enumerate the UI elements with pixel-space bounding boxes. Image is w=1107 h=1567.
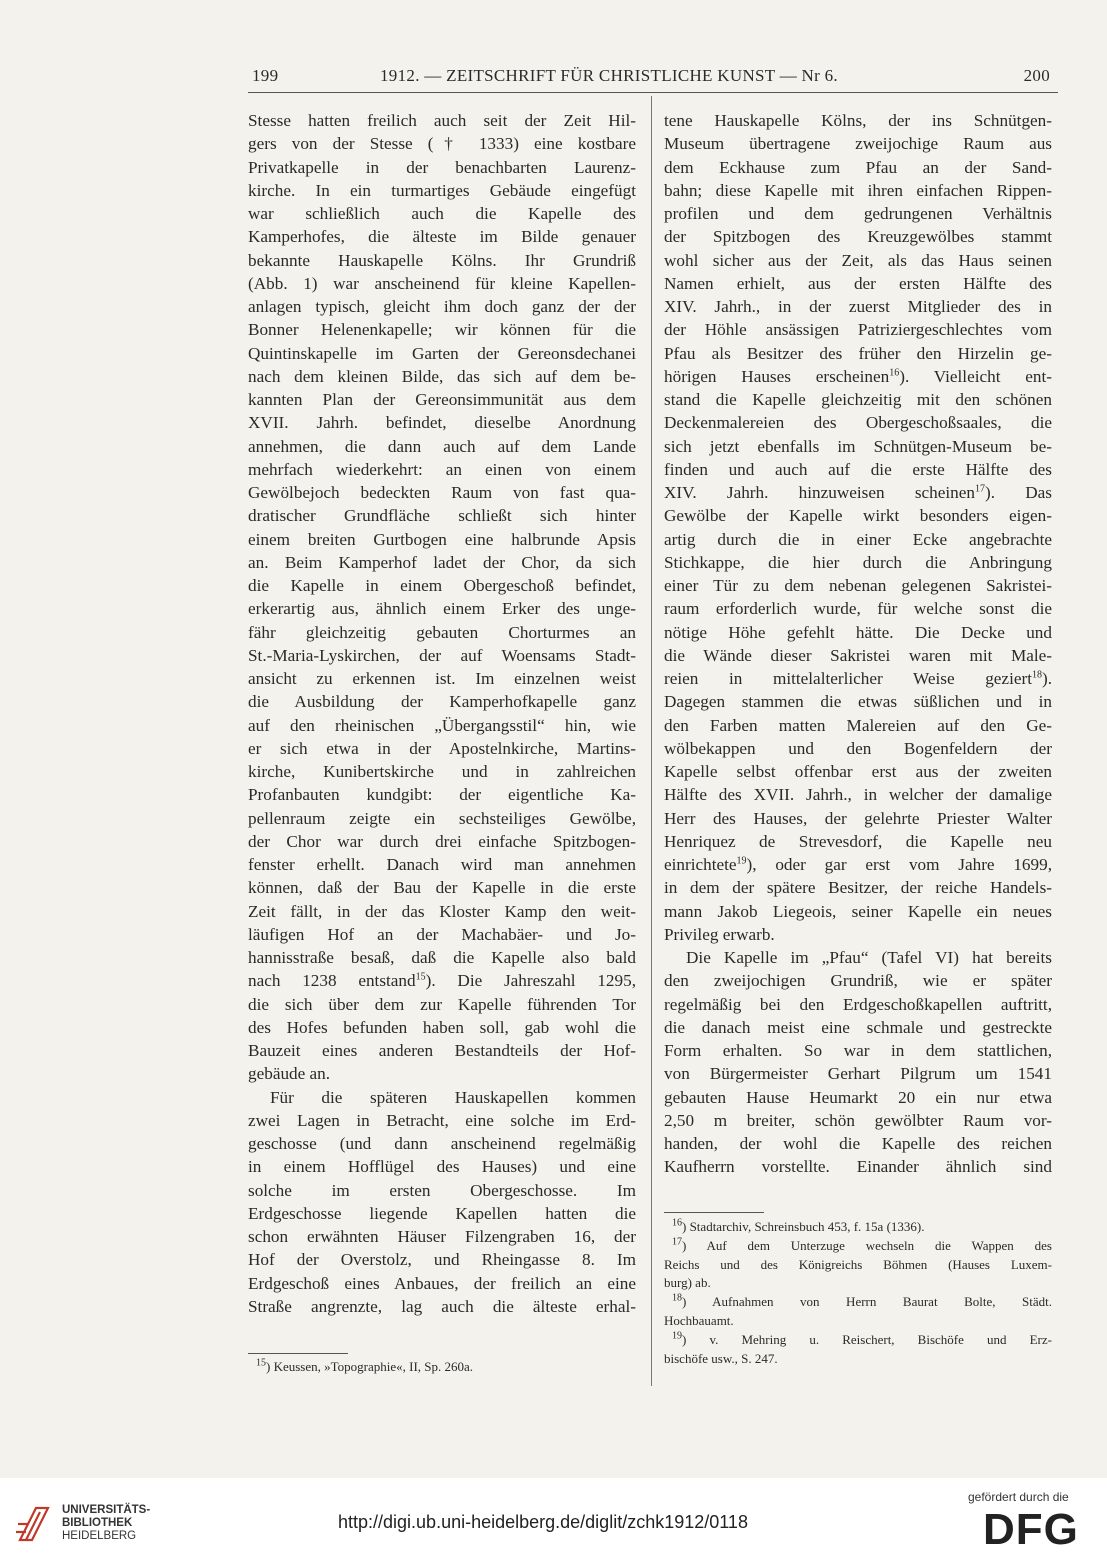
text-fragment: nach 1238 entstand: [248, 971, 416, 991]
text-line: Profanbauten kundgibt: der eigentliche Ka-: [248, 785, 636, 805]
text-line: gers von der Stesse († 1333) eine kostbare: [248, 134, 636, 154]
text-line: bekannte Hauskapelle Kölns. Ihr Grundriß: [248, 250, 636, 270]
library-name-line: HEIDELBERG: [62, 1530, 137, 1542]
text-line: Herr des Hauses, der gelehrte Priester Walter: [664, 808, 1052, 828]
text-line: Henriquez de Strevesdorf, die Kapelle neu: [664, 831, 1052, 851]
university-library-logo: [14, 1500, 54, 1546]
text-line: von Bürgermeister Gerhart Pilgrum um 1541: [664, 1064, 1052, 1084]
running-header: [248, 66, 1054, 90]
text-line: Stichkappe, die hier durch die Anbringung: [664, 552, 1052, 572]
column-divider: [651, 96, 652, 1386]
footnote-mark: 19: [672, 1330, 682, 1342]
footer-bar: [0, 1478, 1107, 1567]
text-line: Dagegen stammen die etwas süßlichen und in: [664, 692, 1052, 712]
text-line: die danach meist eine schmale und gestreckte: [664, 1017, 1052, 1037]
text-line: zwei Lagen in Betracht, eine solche im Erd-: [248, 1110, 636, 1130]
text-line: Erdgeschoß eines Anbaues, der freilich an eine: [248, 1273, 636, 1293]
text-line: sich jetzt ebenfalls im Schnütgen-Museum be-: [664, 436, 1052, 456]
footnote-rule: [664, 1212, 764, 1213]
text-fragment: XIV. Jahrh. hinzuweisen scheinen: [664, 483, 975, 502]
text-line: der Chor war durch drei einfache Spitzbogen-: [248, 831, 636, 851]
footnote-mark: 16: [672, 1217, 682, 1229]
text-line: Privileg erwarb.: [664, 924, 775, 944]
text-line: nötige Höhe gefehlt hätte. Die Decke und: [664, 622, 1052, 642]
text-line: der Spitzbogen des Kreuzgewölbes stammt: [664, 227, 1052, 247]
footnote-line: [664, 1218, 1052, 1237]
text-fragment: ). Die Jahreszahl 1295,: [425, 971, 636, 991]
text-line: Gewölbe der Kapelle wirkt besonders eigen-: [664, 506, 1052, 526]
text-line: Für die späteren Hauskapellen kommen: [270, 1087, 636, 1107]
text-line: kirche. In ein turmartiges Gebäude eingefügt: [248, 180, 636, 200]
text-line: wölbekappen und den Bogenfeldern der: [664, 738, 1052, 758]
footnote-ref: 16: [889, 367, 900, 379]
text-line: einem breiten Gurtbogen eine halbrunde Apsis: [248, 529, 636, 549]
footnote-line: bischöfe usw., S. 247.: [664, 1350, 778, 1366]
text-line: pellenraum zeigte ein sechsteiliges Gewölbe,: [248, 808, 636, 828]
footnote-line: burg) ab.: [664, 1275, 711, 1291]
text-line: der Höhle ansässigen Patriziergeschlechtes vom: [664, 320, 1052, 340]
left-column: [248, 109, 636, 1318]
text-line: den Farben matten Malereien auf den Ge-: [664, 715, 1052, 735]
text-line: [664, 481, 1052, 504]
journal-title: 1912. — ZEITSCHRIFT FÜR CHRISTLICHE KUNST — Nr 6.: [380, 66, 838, 85]
text-line: wohl sicher aus der Zeit, als das Haus seinen: [664, 250, 1052, 270]
text-line: gebauten Hause Heumarkt 20 ein nur etwa: [664, 1087, 1052, 1107]
header-rule: [248, 92, 1058, 93]
text-line: Hälfte des XVII. Jahrh., in welcher der damalige: [664, 785, 1052, 805]
left-footnote: [256, 1358, 624, 1377]
text-line: erkerartig aus, ähnlich einem Erker des unge-: [248, 599, 636, 619]
text-line: die Ausbildung der Kamperhofkapelle ganz: [248, 692, 636, 712]
text-line: Kamperhofes, die älteste im Bilde genauer: [248, 227, 636, 247]
footnote-ref: 15: [415, 971, 426, 983]
text-line: Erdgeschosse liegende Kapellen hatten die: [248, 1203, 636, 1223]
footnote-line: [664, 1293, 1052, 1312]
text-fragment: hörigen Hauses erscheinen: [664, 366, 890, 386]
text-line: ansicht zu erkennen ist. Im einzelnen weist: [248, 669, 636, 688]
library-name-line: UNIVERSITÄTS-: [62, 1504, 151, 1516]
footnote-mark: 15: [256, 1357, 266, 1369]
footnote-text: ) Keussen, »Topographie«, II, Sp. 260a.: [266, 1359, 474, 1374]
footnote-line: Hochbauamt.: [664, 1312, 734, 1328]
text-line: (Abb. 1) war anscheinend für kleine Kapellen-: [248, 273, 636, 293]
text-line: handen, der wohl die Kapelle des reichen: [664, 1134, 1052, 1153]
right-column: [664, 109, 1052, 1179]
text-line: schon erwähnten Häuser Filzengraben 16, der: [248, 1227, 636, 1246]
text-line: Kaufherrn vorstellte. Einander ähnlich sind: [664, 1157, 1052, 1177]
text-line: 2,50 m breiter, schön gewölbter Raum vor-: [664, 1110, 1052, 1130]
text-line: die Wände dieser Sakristei waren mit Male-: [664, 645, 1052, 665]
text-fragment: ). Das: [984, 483, 1052, 502]
page-number-right: 200: [1023, 66, 1050, 85]
text-line: den zweijochigen Grundriß, wie er später: [664, 971, 1052, 991]
text-line: in einem Hofflügel des Hauses) und eine: [248, 1157, 636, 1177]
text-line: Form erhalten. So war in dem stattlichen,: [664, 1041, 1052, 1060]
text-line: XIV. Jahrh., in der zuerst Mitglieder des in: [664, 297, 1052, 316]
text-line: auf den rheinischen „Übergangsstil“ hin, wie: [248, 715, 636, 735]
text-line: Hof der Overstolz, und Rheingasse 8. Im: [248, 1250, 636, 1270]
funding-caption: gefördert durch die: [968, 1490, 1069, 1504]
text-line: artig durch die in einer Ecke angebrachte: [664, 529, 1052, 549]
text-line: annehmen, die dann auch auf dem Lande: [248, 436, 636, 456]
dfg-logo: DFG: [983, 1505, 1079, 1554]
footnote-text: ) Stadtarchiv, Schreinsbuch 453, f. 15a (1336).: [682, 1219, 925, 1234]
footnote-rule: [248, 1353, 348, 1354]
footnote-mark: 18: [672, 1292, 682, 1304]
text-line: Straße angrenzte, lag auch die älteste erhal-: [248, 1296, 636, 1316]
footnote-ref: 18: [1031, 669, 1042, 681]
text-line: tene Hauskapelle Kölns, der ins Schnütgen-: [664, 111, 1052, 130]
text-line: mehrfach wiederkehrt: an einen von einem: [248, 459, 636, 479]
library-name: [62, 1504, 150, 1543]
text-line: raum erforderlich wurde, für welche sonst die: [664, 599, 1052, 619]
text-line: die sich über dem zur Kapelle führenden Tor: [248, 994, 636, 1014]
text-line: war schließlich auch die Kapelle des: [248, 204, 636, 223]
text-line: [664, 365, 1052, 388]
page-number-left: 199: [252, 66, 279, 85]
text-line: [664, 667, 1052, 690]
text-fragment: ), oder gar erst vom Jahre 1699,: [746, 855, 1052, 874]
text-line: regelmäßig bei den Erdgeschoßkapellen auftritt,: [664, 994, 1052, 1014]
text-line: solche im ersten Obergeschosse. Im: [248, 1180, 636, 1200]
text-line: läufigen Hof an der Machabäer- und Jo-: [248, 924, 636, 944]
text-line: dem Eckhause zum Pfau an der Sand-: [664, 157, 1052, 177]
text-fragment: reien in mittelalterlicher Weise geziert: [664, 669, 1032, 688]
text-line: Deckenmalereien des Obergeschoßsaales, die: [664, 413, 1052, 433]
text-line: er sich etwa in der Apostelnkirche, Martins-: [248, 738, 636, 758]
text-fragment: einrichtete: [664, 855, 737, 874]
text-line: dratischer Grundfläche schließt sich hinter: [248, 506, 636, 526]
text-line: Namen erhielt, aus der ersten Hälfte des: [664, 273, 1052, 293]
text-line: Kapelle selbst offenbar erst aus der zweiten: [664, 762, 1052, 781]
text-line: mann Jakob Liegeois, seiner Kapelle ein neues: [664, 901, 1052, 921]
text-line: Die Kapelle im „Pfau“ (Tafel VI) hat bereits: [686, 948, 1052, 967]
footnote-ref: 19: [736, 855, 747, 867]
text-line: stand die Kapelle gleichzeitig mit den schönen: [664, 390, 1052, 409]
text-line: Privatkapelle in der benachbarten Laurenz-: [248, 157, 636, 177]
text-line: Museum übertragene zweijochige Raum aus: [664, 134, 1052, 154]
text-line: einer Tür zu dem nebenan gelegenen Sakristei-: [664, 576, 1052, 595]
footnote-text: ) v. Mehring u. Reischert, Bischöfe und Erz-: [682, 1331, 1052, 1347]
text-line: [664, 853, 1052, 876]
text-line: an. Beim Kamperhof ladet der Chor, da sich: [248, 552, 636, 572]
text-fragment: ). Vielleicht ent-: [899, 366, 1052, 386]
text-line: fähr gleichzeitig gebauten Chorturmes an: [248, 622, 636, 642]
text-line: geschosse (und dann anscheinend regelmäßig: [248, 1134, 636, 1153]
library-name-line: BIBLIOTHEK: [62, 1517, 133, 1529]
text-line: können, daß der Bau der Kapelle in die erste: [248, 878, 636, 898]
right-footnotes: [664, 1218, 1052, 1368]
permalink-url[interactable]: http://digi.ub.uni-heidelberg.de/diglit/zchk1912/0118: [338, 1512, 748, 1532]
text-line: Quintinskapelle im Garten der Gereonsdechanei: [248, 343, 636, 363]
footnote-text: ) Auf dem Unterzuge wechseln die Wappen des: [682, 1237, 1052, 1253]
footnote-mark: 17: [672, 1236, 682, 1248]
text-line: kannten Plan der Gereonsimmunität aus dem: [248, 390, 636, 409]
text-line: XVII. Jahrh. befindet, dieselbe Anordnung: [248, 413, 636, 433]
text-fragment: ).: [1041, 669, 1052, 688]
footnote-line: [664, 1331, 1052, 1350]
footnote-ref: 17: [974, 483, 985, 495]
text-line: hannisstraße besaß, daß die Kapelle also bald: [248, 948, 636, 967]
text-line: fenster erhellt. Danach wird man annehmen: [248, 855, 636, 874]
text-line: bahn; diese Kapelle mit ihren einfachen Rippen-: [664, 180, 1052, 200]
text-line: St.-Maria-Lyskirchen, der auf Woensams Stadt-: [248, 645, 636, 665]
text-line: Pfau als Besitzer des früher den Hirzelin ge-: [664, 343, 1052, 363]
text-line: Zeit fällt, in der das Kloster Kamp den weit-: [248, 901, 636, 921]
text-line: in dem der spätere Besitzer, der reiche Handels-: [664, 878, 1052, 898]
text-line: gebäude an.: [248, 1064, 331, 1084]
footnote-text: ) Aufnahmen von Herrn Baurat Bolte, Städt.: [682, 1294, 1052, 1310]
text-line: anlagen typisch, gleicht ihm doch ganz der der: [248, 297, 636, 316]
text-line: [248, 969, 636, 992]
text-line: nach dem kleinen Bilde, das sich auf dem be-: [248, 366, 636, 386]
text-line: des Hofes befunden haben soll, gab wohl die: [248, 1017, 636, 1037]
text-line: Gewölbejoch bedeckten Raum von fast qua-: [248, 483, 636, 502]
text-line: Bauzeit eines anderen Bestandteils der Hof-: [248, 1041, 636, 1060]
text-line: finden und auch auf die erste Hälfte des: [664, 459, 1052, 479]
text-line: Bonner Helenenkapelle; wir können für die: [248, 320, 636, 340]
footnote-line: [256, 1358, 624, 1377]
text-line: die Kapelle in einem Obergeschoß befindet,: [248, 576, 636, 595]
footnote-line: Reichs und des Königreichs Böhmen (Hauses Luxem-: [664, 1256, 1052, 1272]
footnote-line: [664, 1237, 1052, 1256]
text-line: Stesse hatten freilich auch seit der Zeit Hil-: [248, 111, 636, 130]
text-line: profilen und dem gedrungenen Verhältnis: [664, 204, 1052, 223]
text-line: kirche, Kunibertskirche und in zahlreichen: [248, 762, 636, 781]
